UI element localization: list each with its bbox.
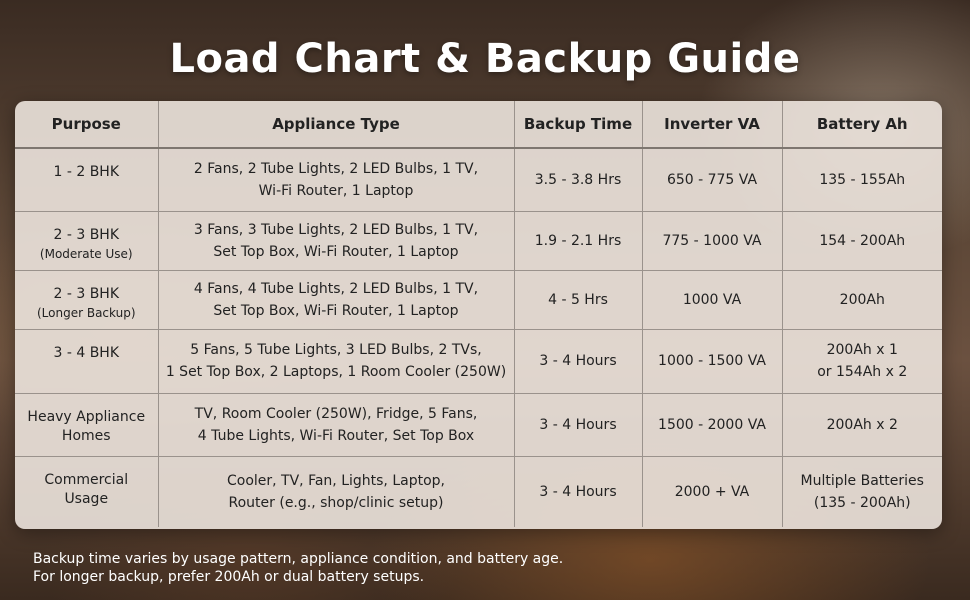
appliance-line: 2 Fans, 2 Tube Lights, 2 LED Bulbs, 1 TV, — [193, 160, 479, 177]
table-row — [15, 211, 942, 270]
inverter-va-cell: 1000 VA — [642, 270, 782, 329]
battery-ah-cell — [782, 148, 942, 211]
purpose-sublabel: (Longer Backup) — [36, 305, 136, 320]
footnotes — [33, 550, 563, 586]
purpose-cell — [15, 270, 158, 329]
appliance-line: Set Top Box, Wi-Fi Router, 1 Laptop — [213, 302, 459, 319]
inverter-va-cell: 650 - 775 VA — [642, 148, 782, 211]
appliance-cell — [158, 211, 514, 270]
battery-ah-cell — [782, 456, 942, 527]
header-purpose: Purpose — [15, 101, 158, 148]
appliance-line: 5 Fans, 5 Tube Lights, 3 LED Bulbs, 2 TVs, — [190, 342, 482, 358]
battery-ah-cell — [782, 270, 942, 329]
purpose-label: 3 - 4 BHK — [53, 344, 120, 361]
appliance-line: 3 Fans, 3 Tube Lights, 2 LED Bulbs, 1 TV, — [193, 221, 479, 238]
appliance-line: 4 Tube Lights, Wi-Fi Router, Set Top Box — [197, 427, 475, 444]
purpose-cell — [15, 456, 158, 527]
backup-time-cell: 3 - 4 Hours — [514, 329, 642, 393]
backup-time-cell: 4 - 5 Hrs — [514, 270, 642, 329]
appliance-cell — [158, 329, 514, 393]
inverter-va-cell: 2000 + VA — [642, 456, 782, 527]
footnote: For longer backup, prefer 200Ah or dual battery setups. — [33, 569, 425, 585]
appliance-line: 4 Fans, 4 Tube Lights, 2 LED Bulbs, 1 TV, — [193, 280, 479, 297]
page-title: Load Chart & Backup Guide — [169, 36, 801, 82]
purpose-cell — [15, 148, 158, 211]
table-row — [15, 148, 942, 211]
table-row — [15, 329, 942, 393]
battery-ah-cell — [782, 393, 942, 456]
purpose-sublabel: (Moderate Use) — [39, 246, 133, 261]
battery-line: 154 - 200Ah — [819, 232, 906, 249]
battery-line: (135 - 200Ah) — [813, 494, 911, 511]
purpose-sublabel: Homes — [61, 427, 111, 444]
appliance-cell — [158, 148, 514, 211]
purpose-label: Commercial — [44, 471, 129, 488]
battery-ah-cell — [782, 329, 942, 393]
purpose-cell — [15, 393, 158, 456]
header-appliance-type: Appliance Type — [158, 101, 514, 148]
table-row — [15, 270, 942, 329]
appliance-line: 1 Set Top Box, 2 Laptops, 1 Room Cooler (250W) — [165, 364, 507, 380]
purpose-cell — [15, 329, 158, 393]
battery-line: 200Ah x 1 — [826, 342, 898, 358]
appliance-line: Set Top Box, Wi-Fi Router, 1 Laptop — [213, 243, 459, 260]
table-row — [15, 393, 942, 456]
table-header-row — [15, 101, 942, 148]
backup-time-cell: 3.5 - 3.8 Hrs — [514, 148, 642, 211]
appliance-line: Cooler, TV, Fan, Lights, Laptop, — [226, 472, 445, 489]
battery-line: Multiple Batteries — [800, 472, 924, 489]
appliance-line: Router (e.g., shop/clinic setup) — [228, 494, 444, 511]
battery-line: 200Ah x 2 — [826, 416, 898, 433]
backup-time-cell: 3 - 4 Hours — [514, 456, 642, 527]
appliance-cell — [158, 270, 514, 329]
purpose-cell — [15, 211, 158, 270]
header-inverter-va: Inverter VA — [642, 101, 782, 148]
purpose-label: Heavy Appliance — [27, 408, 146, 425]
purpose-label: 2 - 3 BHK — [53, 285, 120, 302]
load-chart-table-card — [15, 101, 942, 529]
footnote: Backup time varies by usage pattern, appliance condition, and battery age. — [33, 551, 564, 567]
appliance-cell — [158, 456, 514, 527]
backup-time-cell: 1.9 - 2.1 Hrs — [514, 211, 642, 270]
load-chart-table — [15, 101, 942, 527]
inverter-va-cell: 775 - 1000 VA — [642, 211, 782, 270]
backup-time-cell: 3 - 4 Hours — [514, 393, 642, 456]
appliance-line: TV, Room Cooler (250W), Fridge, 5 Fans, — [194, 405, 478, 422]
table-row — [15, 456, 942, 527]
battery-line: or 154Ah x 2 — [817, 364, 908, 380]
battery-line: 200Ah — [839, 291, 885, 308]
header-backup-time: Backup Time — [514, 101, 642, 148]
purpose-label: 2 - 3 BHK — [53, 226, 120, 243]
inverter-va-cell: 1000 - 1500 VA — [642, 329, 782, 393]
battery-ah-cell — [782, 211, 942, 270]
appliance-line: Wi-Fi Router, 1 Laptop — [258, 182, 414, 199]
header-battery-ah: Battery Ah — [782, 101, 942, 148]
purpose-sublabel: Usage — [64, 490, 109, 507]
appliance-cell — [158, 393, 514, 456]
inverter-va-cell: 1500 - 2000 VA — [642, 393, 782, 456]
purpose-label: 1 - 2 BHK — [53, 164, 120, 180]
battery-line: 135 - 155Ah — [819, 171, 906, 188]
